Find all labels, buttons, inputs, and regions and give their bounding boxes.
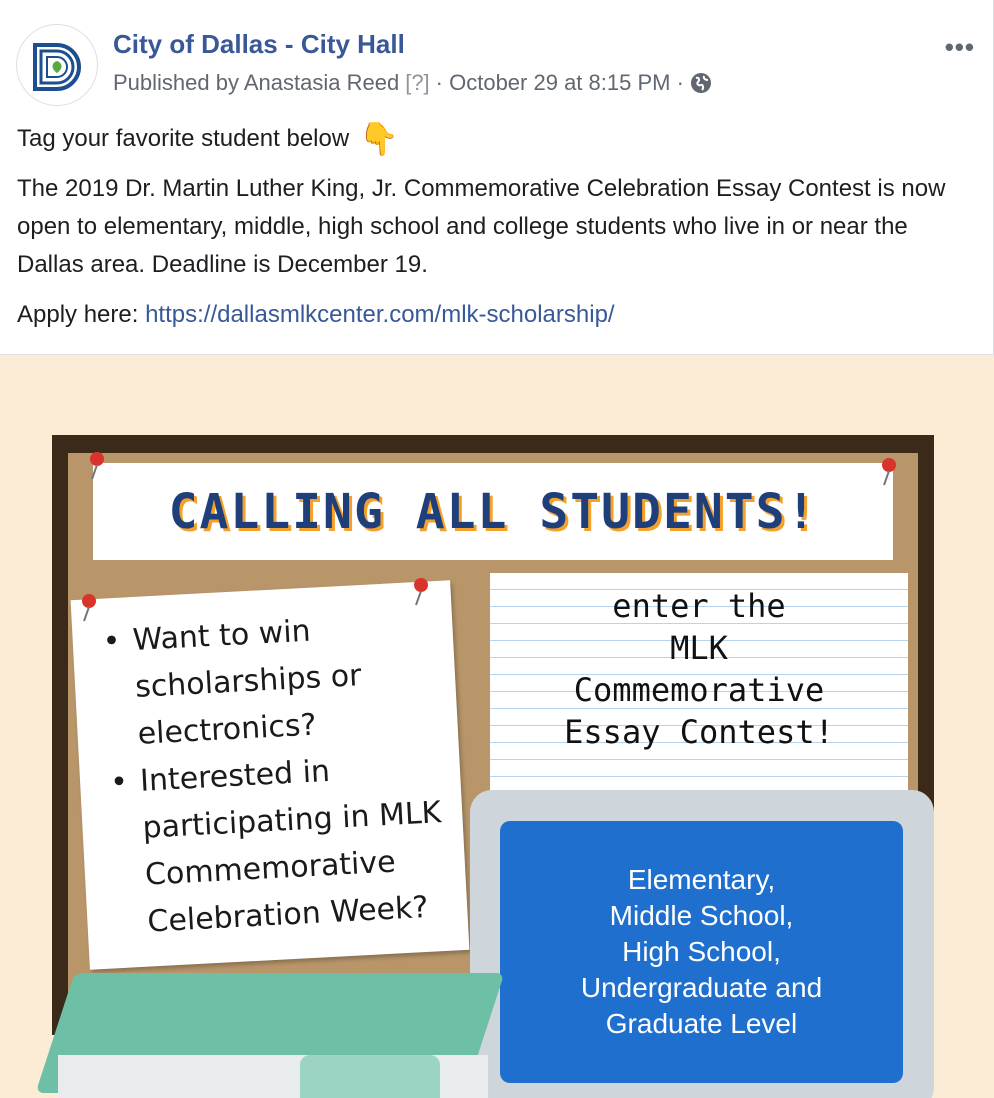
- note-item: • Interested in participating in MLK Commemorative Celebration Week?: [109, 742, 448, 947]
- note-item: • Want to win scholarships or electronics?: [102, 601, 439, 759]
- pushpin-icon: [86, 451, 108, 481]
- screen-line: High School,: [622, 936, 781, 967]
- screen-line: Elementary,: [627, 864, 776, 895]
- post-meta: [113, 70, 712, 96]
- pinned-note: [71, 580, 470, 969]
- page-avatar[interactable]: [16, 24, 98, 106]
- lined-paper: [490, 573, 908, 793]
- paper-line: MLK: [670, 629, 728, 667]
- banner: [93, 463, 893, 560]
- apply-line: [17, 296, 615, 334]
- pushpin-icon: [78, 593, 100, 623]
- paper-line: enter the: [612, 587, 786, 625]
- pushpin-icon: [878, 457, 900, 487]
- screen-line: Graduate Level: [605, 1008, 798, 1039]
- post-paragraph: The 2019 Dr. Martin Luther King, Jr. Commemorative Celebration Essay Contest is now open to elementary, middle, high school and college students who live in or near the Dallas area. Deadline is December 19.: [17, 175, 946, 278]
- banner-text: CALLING ALL STUDENTS!: [168, 483, 818, 540]
- graduation-cap-tassel: [300, 1055, 440, 1098]
- paper-line: Essay Contest!: [564, 713, 834, 751]
- city-of-dallas-logo-icon: [17, 25, 98, 106]
- tablet-screen: [500, 821, 903, 1083]
- published-by[interactable]: Published by Anastasia Reed: [113, 70, 400, 95]
- more-options-icon[interactable]: •••: [944, 32, 975, 62]
- globe-icon[interactable]: [690, 72, 712, 94]
- pushpin-icon: [410, 577, 432, 607]
- screen-line: Undergraduate and: [580, 972, 823, 1003]
- page-name-link[interactable]: City of Dallas - City Hall: [113, 29, 405, 59]
- post-line-1: [17, 120, 399, 158]
- tag-text: Tag your favorite student below: [17, 125, 350, 152]
- screen-line: Middle School,: [609, 900, 794, 931]
- pointing-down-emoji-icon: 👆: [359, 121, 400, 157]
- post-image[interactable]: [0, 355, 994, 1098]
- paper-line: Commemorative: [573, 671, 825, 709]
- help-marker[interactable]: [?]: [405, 70, 430, 95]
- apply-link[interactable]: https://dallasmlkcenter.com/mlk-scholarship/: [145, 301, 615, 328]
- apply-label: Apply here:: [17, 301, 139, 328]
- timestamp[interactable]: · October 29 at 8:15 PM ·: [435, 70, 684, 95]
